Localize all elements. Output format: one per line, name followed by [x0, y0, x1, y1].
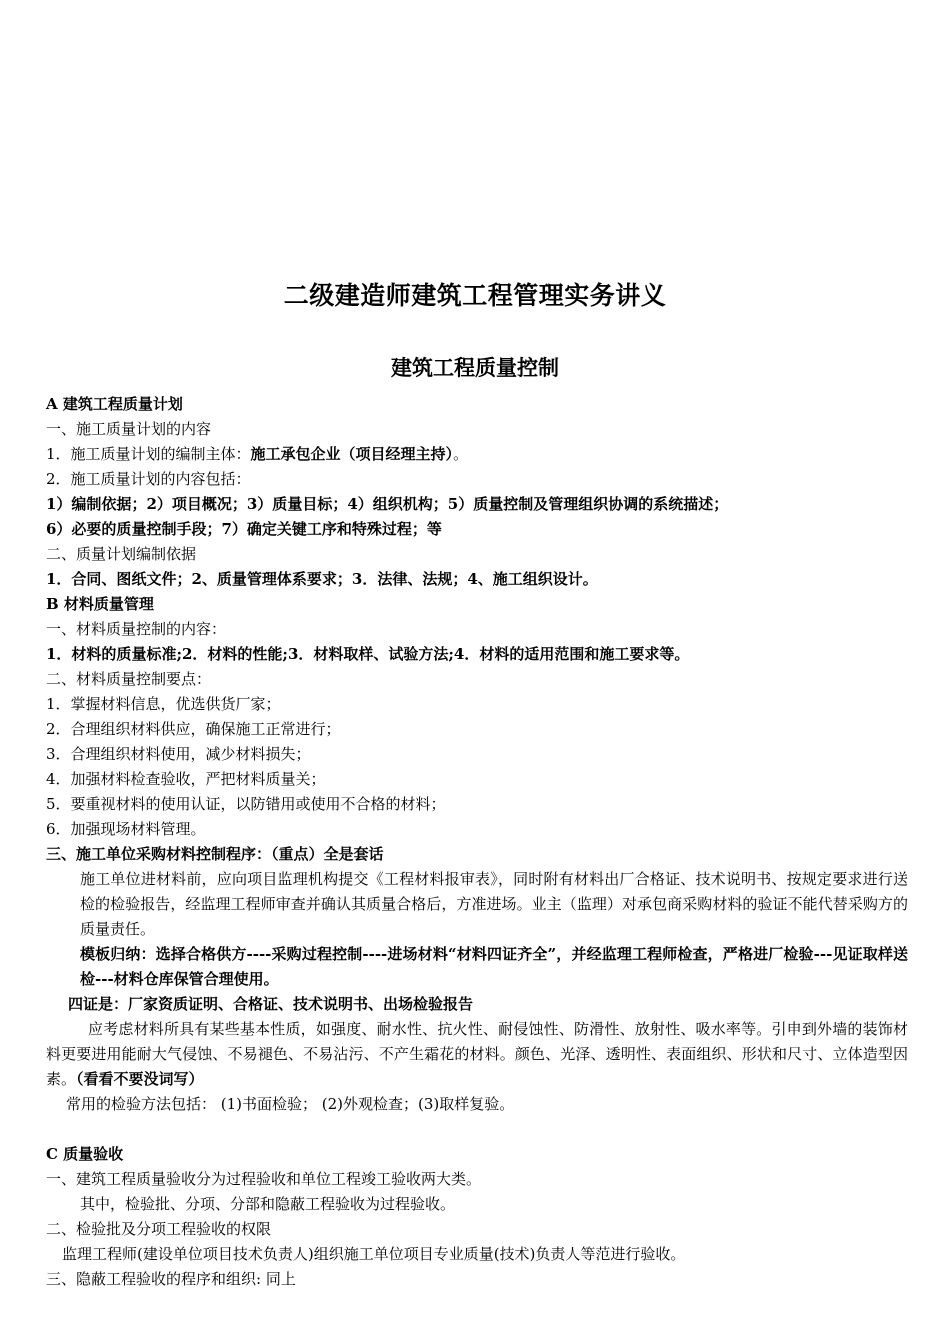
section-b-line-3: 二、材料质量控制要点： [46, 670, 212, 688]
section-b-heading: B 材料质量管理 [46, 595, 154, 613]
spacer [46, 1117, 908, 1142]
list-item: 2．合理组织材料供应，确保施工正常进行； [46, 720, 341, 738]
section-b-paragraph-4-plain: 应考虑材料所具有某些基本性质，如强度、耐水性、抗火性、耐侵蚀性、防滑性、放射性、吸水率等。引申到外墙的装饰材料更要进用能耐大气侵蚀、不易褪色、不易沾污、不产生霜花的材料。颜色、光泽、透明性、表面组织、形状和尺寸、立体造型因素。 [46, 1020, 908, 1088]
section-b-paragraph-1: 施工单位进材料前，应向项目监理机构提交《工程材料报审表》，同时附有材料出厂合格证、技术说明书、按规定要求进行送检的检验报告，经监理工程师审查并确认其质量合格后，方准进场。业主（监理）对承包商采购材料的验证不能代替采购方的质量责任。 [80, 870, 908, 938]
section-b-paragraph-5: 常用的检验方法包括： (1)书面检验； (2)外观检查；(3)取样复验。 [66, 1095, 515, 1113]
list-item: 6．加强现场材料管理。 [46, 820, 206, 838]
section-a-line-7: 1．合同、图纸文件；2、质量管理体系要求；3．法律、法规；4、施工组织设计。 [46, 570, 598, 588]
section-b-paragraph-2: 模板归纳：选择合格供方----采购过程控制----进场材料“材料四证齐全”，并经监理工程师检查，严格进厂检验---见证取样送检---材料仓库保管合理使用。 [80, 945, 908, 988]
section-c-line-4: 监理工程师(建设单位项目技术负责人)组织施工单位项目专业质量(技术)负责人等范进行验收。 [62, 1245, 686, 1263]
section-a-line-2-end: 。 [453, 445, 469, 463]
section-c-heading: C 质量验收 [46, 1145, 124, 1163]
section-a-heading: A 建筑工程质量计划 [46, 395, 183, 413]
section-a-line-2-plain: 1．施工质量计划的编制主体： [46, 445, 251, 463]
list-item: 5．要重视材料的使用认证，以防错用或使用不合格的材料； [46, 795, 446, 813]
section-a-line-4: 1）编制依据；2）项目概况；3）质量目标；4）组织机构；5）质量控制及管理组织协调的系统描述； [46, 495, 729, 513]
section-c-line-5: 三、隐蔽工程验收的程序和组织: 同上 [46, 1270, 296, 1288]
document-body [46, 392, 908, 1292]
section-a-line-5: 6）必要的质量控制手段；7）确定关键工序和特殊过程；等 [46, 520, 442, 538]
section-a-line-2-bold: 施工承包企业（项目经理主持） [250, 445, 454, 463]
section-c-line-3: 二、检验批及分项工程验收的权限 [46, 1220, 272, 1238]
section-a-line-2 [46, 442, 908, 467]
section-c-line-1: 一、建筑工程质量验收分为过程验收和单位工程竣工验收两大类。 [46, 1170, 482, 1188]
section-a-line-6: 二、质量计划编制依据 [46, 545, 197, 563]
section-c-line-2: 其中，检验批、分项、分部和隐蔽工程验收为过程验收。 [80, 1195, 456, 1213]
section-b-line-2: 1．材料的质量标准;2．材料的性能;3．材料取样、试验方法;4．材料的适用范围和施工要求等。 [46, 645, 690, 663]
section-a-line-1: 一、施工质量计划的内容 [46, 420, 212, 438]
section-a-line-3: 2．施工质量计划的内容包括： [46, 470, 251, 488]
section-b-paragraph-4 [46, 1017, 908, 1092]
section-b-paragraph-4-bold: （看看不要没词写） [76, 1070, 204, 1088]
list-item: 1．掌握材料信息，优选供货厂家； [46, 695, 281, 713]
section-b-line-4: 三、施工单位采购材料控制程序：（重点）全是套话 [46, 845, 384, 863]
section-b-line-1: 一、材料质量控制的内容： [46, 620, 227, 638]
document-subtitle: 建筑工程质量控制 [391, 355, 559, 380]
document-title: 二级建造师建筑工程管理实务讲义 [283, 281, 667, 310]
list-item: 4．加强材料检查验收，严把材料质量关； [46, 770, 326, 788]
list-item: 3．合理组织材料使用，减少材料损失； [46, 745, 311, 763]
section-b-paragraph-3: 四证是：厂家资质证明、合格证、技术说明书、出场检验报告 [68, 995, 474, 1013]
